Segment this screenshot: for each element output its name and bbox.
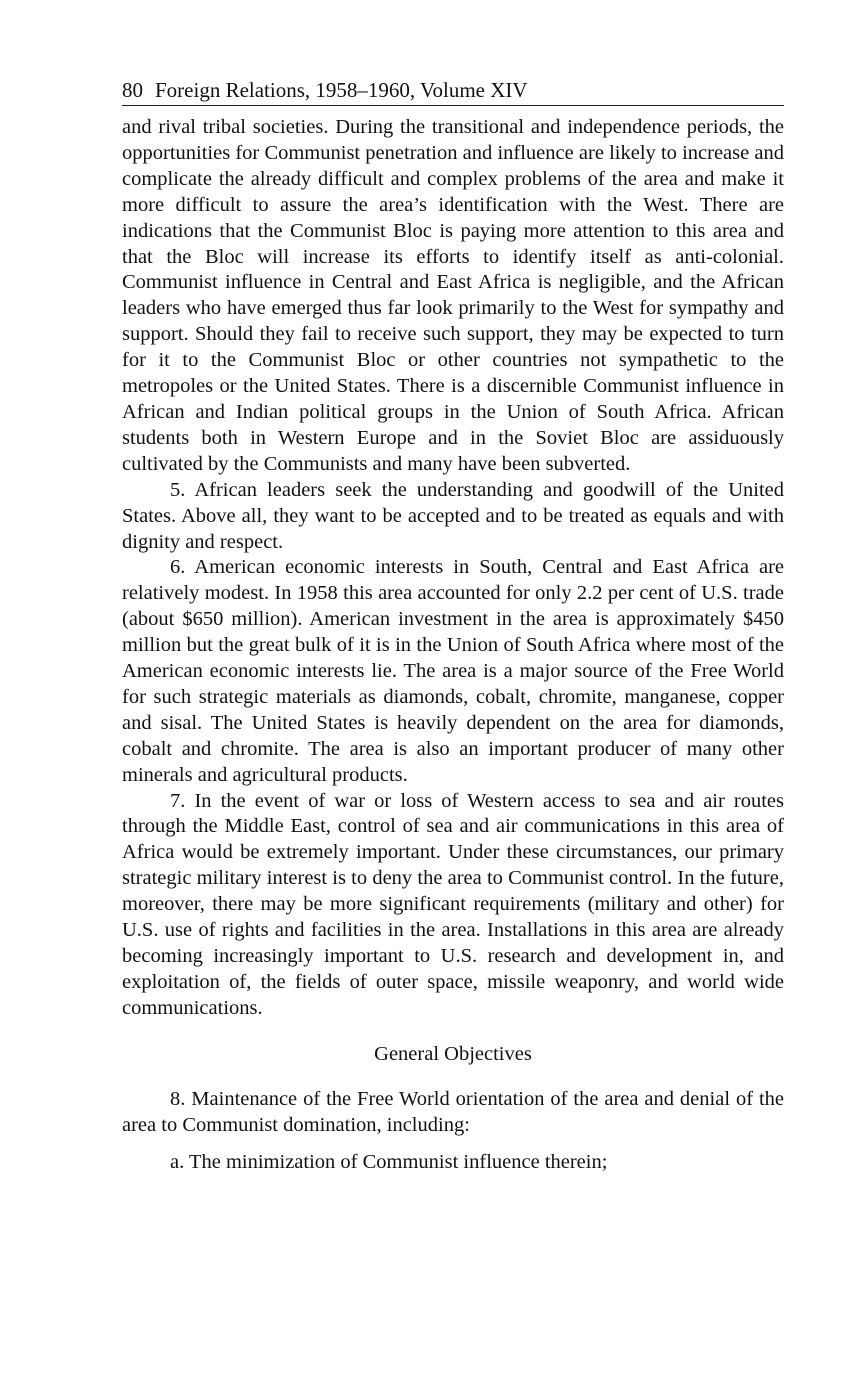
body-text — [122, 115, 784, 1175]
sub-item-a: a. The minimization of Communist influence therein; — [170, 1150, 608, 1173]
volume-title: Foreign Relations, 1958–1960, Volume XIV — [155, 78, 528, 102]
paragraph-continued: and rival tribal societies. During the transitional and independence periods, the opportunities for Communist penetration and influence are likely to increase and complicate the already difficult and complex problems of the area and make it more difficult to assure the area’s identification with the West. There are indications that the Communist Bloc is paying more attention to this area and that the Bloc will increase its efforts to identify itself as anti-colonial. Communist influence in Central and East Africa is negligible, and the African leaders who have emerged thus far look primarily to the West for sympathy and support. Should they fail to receive such support, they may be expected to turn for it to the Communist Bloc or other countries not sympathetic to the metropoles or the United States. There is a discernible Communist influence in African and Indian political groups in the Union of South Africa. African students both in Western Europe and in the Soviet Bloc are assiduously cultivated by the Communists and many have been subverted. — [122, 116, 784, 475]
paragraph-8: 8. Maintenance of the Free World orientation of the area and denial of the area to Communist domination, including: — [122, 1087, 784, 1136]
document-page — [122, 76, 784, 1175]
section-heading: General Objectives — [374, 1042, 532, 1065]
page-number: 80 — [122, 78, 143, 102]
paragraph-5: 5. African leaders seek the understanding and goodwill of the United States. Above all, they want to be accepted and to be treated as equals and with dignity and respect. — [122, 478, 784, 553]
paragraph-7: 7. In the event of war or loss of Western access to sea and air routes through the Middle East, control of sea and air communications in this area of Africa would be extremely important. Under these circumstances, our primary strategic military interest is to deny the area to Communist control. In the future, moreover, there may be more significant requirements (military and other) for U.S. use of rights and facilities in the area. Installations in this area are already becoming increasingly important to U.S. research and development in, and exploitation of, the fields of outer space, missile weaponry, and world wide communications. — [122, 789, 784, 1019]
running-head — [122, 76, 784, 106]
paragraph-6: 6. American economic interests in South, Central and East Africa are relatively modest. In 1958 this area accounted for only 2.2 per cent of U.S. trade (about $650 million). American investment in the area is approximately $450 million but the great bulk of it is in the Union of South Africa where most of the American economic interests lie. The area is a major source of the Free World for such strategic materials as diamonds, cobalt, chromite, manganese, copper and sisal. The United States is heavily dependent on the area for diamonds, cobalt and chromite. The area is also an important producer of many other minerals and agricultural products. — [122, 556, 784, 786]
